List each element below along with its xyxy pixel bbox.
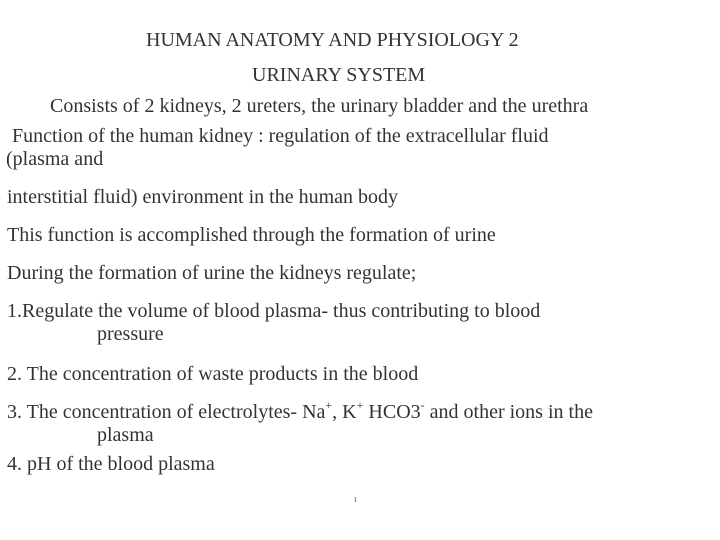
text-line-urine-formation: This function is accomplished through the formation of urine [7, 224, 496, 246]
section-heading: URINARY SYSTEM [252, 64, 426, 86]
list-item-3-text-k: , K [332, 401, 357, 423]
list-item-1: 1.Regulate the volume of blood plasma- thus contributing to blood [7, 300, 541, 322]
text-line-plasma: (plasma and [6, 148, 104, 170]
list-item-1-continued: pressure [97, 323, 164, 345]
text-line-function: Function of the human kidney : regulation of the extracellular fluid [12, 125, 549, 147]
page-title: HUMAN ANATOMY AND PHYSIOLOGY 2 [146, 29, 519, 51]
list-item-3-continued: plasma [97, 424, 154, 446]
text-line-interstitial: interstitial fluid) environment in the human body [7, 186, 399, 208]
list-item-4: 4. pH of the blood plasma [7, 453, 215, 475]
superscript-plus: + [325, 398, 333, 413]
text-line-components: Consists of 2 kidneys, 2 ureters, the urinary bladder and the urethra [50, 95, 589, 117]
list-item-3-text-hco3: HCO3 [363, 401, 421, 423]
list-item-3-text: 3. The concentration of electrolytes- Na [7, 401, 326, 423]
list-item-3-text-end: and other ions in the [424, 401, 593, 423]
superscript-plus: + [356, 398, 364, 413]
footer-mark: ι [354, 494, 357, 505]
list-item-3 [7, 398, 593, 423]
superscript-minus: - [420, 398, 425, 413]
list-item-2: 2. The concentration of waste products in the blood [7, 363, 419, 385]
text-line-regulate-intro: During the formation of urine the kidneys regulate; [7, 262, 417, 284]
